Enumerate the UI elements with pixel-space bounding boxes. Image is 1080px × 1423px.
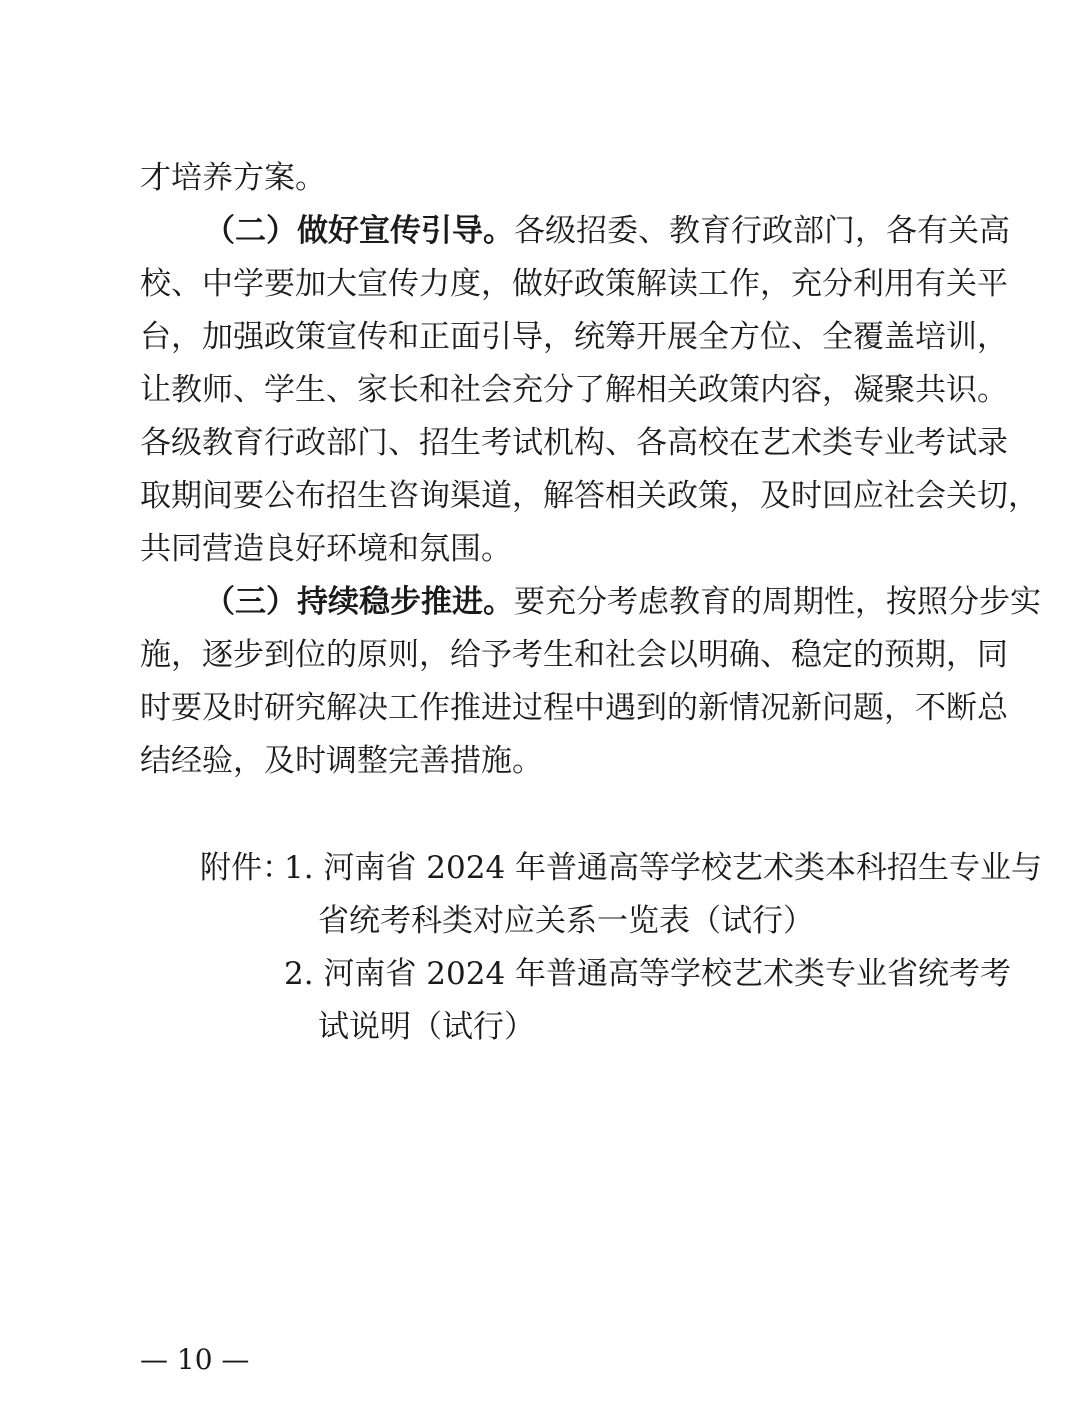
section2-line: 校、中学要加大宣传力度，做好政策解读工作，充分利用有关平: [140, 266, 1008, 302]
page-number: — 10 —: [140, 1343, 250, 1376]
section3-line: 结经验，及时调整完善措施。: [140, 743, 543, 779]
section2-line: 台，加强政策宣传和正面引导，统筹开展全方位、全覆盖培训，: [140, 319, 1008, 355]
attachment-item-2-continued: 试说明（试行）: [318, 1009, 535, 1045]
section3-line: 施，逐步到位的原则，给予考生和社会以明确、稳定的预期，同: [140, 637, 1008, 673]
attachment-item-1: 1. 河南省 2024 年普通高等学校艺术类本科招生专业与: [284, 850, 1043, 886]
section2-line1-text: 各级招委、教育行政部门，各有关高: [514, 213, 1010, 249]
section2-heading: （二）做好宣传引导。: [204, 213, 514, 249]
section2-line: 让教师、学生、家长和社会充分了解相关政策内容，凝聚共识。: [140, 372, 1008, 408]
section3-first-line: [204, 576, 1041, 628]
section3-line: 时要及时研究解决工作推进过程中遇到的新情况新问题，不断总: [140, 690, 1008, 726]
attachment-item-1-continued: 省统考科类对应关系一览表（试行）: [318, 903, 814, 939]
section2-first-line: [204, 205, 1010, 257]
section2-line: 各级教育行政部门、招生考试机构、各高校在艺术类专业考试录: [140, 425, 1008, 461]
paragraph-line: 才培养方案。: [140, 160, 326, 196]
section3-heading: （三）持续稳步推进。: [204, 584, 514, 620]
attachment-item-2: 2. 河南省 2024 年普通高等学校艺术类专业省统考考: [284, 956, 1012, 992]
section2-line: 取期间要公布招生咨询渠道，解答相关政策，及时回应社会关切，: [140, 478, 1039, 514]
section3-line1-text: 要充分考虑教育的周期性，按照分步实: [514, 584, 1041, 620]
section2-line: 共同营造良好环境和氛围。: [140, 531, 512, 567]
attachments-label: 附件：: [200, 850, 293, 886]
